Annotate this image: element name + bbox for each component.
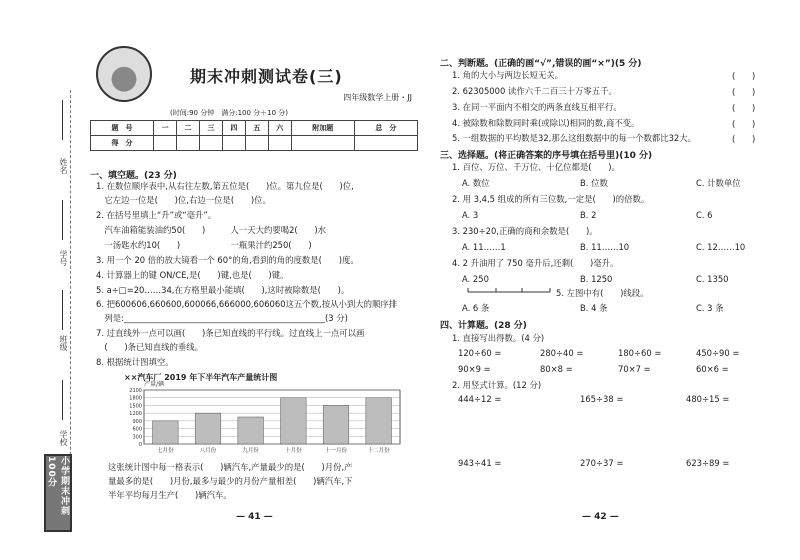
question-text: 1. 在数位顺序表中,从右往左数,第五位是( )位。第九位是( )位, — [96, 181, 354, 191]
series-logo-bottom: 小学期末冲刺100分 — [44, 454, 72, 532]
calc-item[interactable]: 70×7 = — [618, 364, 651, 374]
question-text: 7. 过直线外一点可以画( )条已知直线的平行线。过直线上一点可以画 — [96, 328, 365, 338]
time-score-note: (时间:90 分钟 满分:100 分＋10 分) — [170, 109, 289, 117]
table-cell: 一 — [154, 121, 177, 136]
left-page — [90, 0, 420, 560]
question-text: 它左边一位是( )位,右边一位是( )位。 — [96, 195, 271, 205]
section-4-title: 四、计算题。(28 分) — [440, 321, 527, 331]
school-label: 学校 — [59, 430, 68, 446]
question-text: 4. 计算器上的键 ON/CE,是( )键,也是( )键。 — [96, 270, 289, 280]
page-number-left: — 41 — — [236, 512, 273, 522]
class-label: 班级 — [59, 335, 68, 351]
question-text: 一汤匙水约10( ) 一瓶果汁约250( ) — [96, 240, 312, 250]
chart-plot-area — [144, 390, 400, 444]
chart-x-tick-label: 七月份 — [157, 448, 174, 454]
student-id-label: 学号 — [59, 250, 68, 266]
chart-x-tick-label: 十二月份 — [367, 448, 390, 454]
chart-y-label: 产量/辆 — [144, 381, 165, 388]
calc-item[interactable]: 450÷90 = — [696, 348, 740, 358]
chart-bar — [153, 421, 179, 444]
class-field[interactable] — [62, 290, 63, 330]
chart-grid — [144, 390, 400, 444]
vertical-calc-item[interactable]: 444÷12 = — [458, 394, 502, 404]
chart-bar — [323, 405, 349, 444]
choice-option[interactable]: B. 11……10 — [580, 242, 630, 252]
choice-question: 2. 用 3,4,5 组成的所有三位数,一定是( )的倍数。 — [452, 194, 650, 204]
judge-item: 5. 一组数据的平均数是32,那么这组数据中的每一个数都比32大。 — [452, 133, 697, 143]
choice-option[interactable]: B. 2 — [580, 210, 597, 220]
calc-item[interactable]: 60×6 = — [696, 364, 729, 374]
chart-y-tick-label: 0 — [138, 442, 142, 448]
question-text: 8. 根据统计图填空。 — [96, 357, 174, 367]
chart-bar — [238, 417, 264, 444]
binding-strip — [0, 0, 80, 560]
question-text: 这张统计图中每一格表示( )辆汽车,产量最少的是( )月份,产 — [108, 462, 353, 472]
vertical-calc-item[interactable]: 943÷41 = — [458, 458, 502, 468]
question-text: 5. a÷□=20……34,在方格里最小能填( ),这时被除数是( )。 — [96, 285, 350, 295]
choice-option[interactable]: C. 6 — [696, 210, 713, 220]
chart-x-tick-label: 十月份 — [285, 448, 302, 454]
table-cell: 二 — [177, 121, 200, 136]
calc-item[interactable]: 80×8 = — [540, 364, 573, 374]
calc-item[interactable]: 180÷60 = — [618, 348, 662, 358]
choice-option[interactable]: B. 位数 — [580, 178, 608, 188]
chart-y-tick-label: 600 — [132, 426, 142, 433]
table-cell: 题 号 — [91, 121, 154, 136]
vertical-calc-item[interactable]: 480÷15 = — [686, 394, 730, 404]
table-cell: 总 分 — [354, 121, 417, 136]
score-cell[interactable] — [154, 136, 177, 151]
choice-option[interactable]: B. 4 条 — [580, 303, 608, 313]
table-cell: 六 — [268, 121, 291, 136]
score-table-score-row — [91, 136, 418, 151]
school-field[interactable] — [62, 380, 63, 420]
name-field[interactable] — [62, 100, 63, 140]
page-title: 期末冲刺测试卷(三) — [190, 67, 343, 86]
score-cell[interactable] — [268, 136, 291, 151]
question-text: 列是:________________________________________________(3 分) — [96, 313, 348, 323]
calc-subtitle: 1. 直接写出得数。(4 分) — [452, 333, 545, 343]
question-text: ( )条已知直线的垂线。 — [96, 342, 204, 352]
chart-y-tick-label: 2100 — [129, 388, 142, 394]
production-bar-chart — [110, 382, 410, 460]
choice-question: 4. 2 升油用了 750 毫升后,还剩( )毫升。 — [452, 258, 619, 268]
chart-y-tick-label: 1800 — [129, 395, 142, 402]
chart-y-tick-label: 900 — [132, 418, 142, 425]
choice-option[interactable]: A. 250 — [462, 274, 489, 284]
choice-option[interactable]: A. 11……1 — [462, 242, 506, 252]
choice-question: 3. 230÷20,正确的商和余数是( )。 — [452, 226, 598, 236]
choice-option[interactable]: A. 3 — [462, 210, 479, 220]
chart-bar — [366, 398, 392, 444]
judge-item: 3. 在同一平面内不相交的两条直线互相平行。 — [452, 102, 622, 112]
table-cell: 四 — [222, 121, 245, 136]
score-cell[interactable] — [177, 136, 200, 151]
score-table — [90, 120, 418, 151]
chart-y-ticks — [129, 388, 142, 448]
page-subtitle: 四年级数学上册・JJ — [343, 93, 412, 102]
chart-x-tick-label: 八月份 — [199, 448, 217, 454]
calc-item[interactable]: 90×9 = — [458, 364, 491, 374]
page-number-right: — 42 — — [582, 512, 619, 522]
chart-y-tick-label: 1200 — [129, 411, 142, 418]
choice-option[interactable]: C. 计数单位 — [696, 178, 741, 188]
score-cell[interactable] — [291, 136, 354, 151]
chart-bar — [195, 413, 221, 444]
table-cell: 五 — [245, 121, 268, 136]
calc-item[interactable]: 120÷60 = — [458, 348, 502, 358]
score-cell[interactable] — [354, 136, 417, 151]
question-text: 汽车油箱能装油约50( ) 人一天大约要喝2( )水 — [96, 225, 327, 235]
segment-figure — [464, 284, 554, 296]
choice-question: 1. 百位、万位、千万位、十亿位都是( )。 — [452, 162, 620, 172]
choice-question: 5. 左图中有( )线段。 — [556, 288, 649, 298]
section-2-title: 二、判断题。(正确的画“√”,错误的画“×”)(5 分) — [440, 59, 642, 69]
choice-option[interactable]: C. 3 条 — [696, 303, 724, 313]
choice-option[interactable]: A. 6 条 — [462, 303, 490, 313]
section-3-title: 三、选择题。(将正确答案的序号填在括号里)(10 分) — [440, 151, 653, 161]
question-text: 6. 把600606,660600,600066,666000,606060这五个数,按从小到大的顺序排 — [96, 299, 398, 309]
choice-option[interactable]: B. 1250 — [580, 274, 613, 284]
chart-bar — [281, 398, 307, 444]
chart-x-tick-label: 九月份 — [242, 448, 259, 454]
right-page — [440, 0, 780, 560]
answer-paren[interactable]: ( ) — [732, 87, 756, 97]
chart-x-ticks — [157, 446, 390, 454]
vertical-calc-item[interactable]: 623÷89 = — [686, 458, 730, 468]
question-text: 半年平均每月生产( )辆汽车。 — [108, 490, 232, 500]
choice-option[interactable]: C. 12……10 — [696, 242, 746, 252]
student-id-field[interactable] — [62, 200, 63, 240]
table-cell: 附加题 — [291, 121, 354, 136]
section-1-title: 一、填空题。(23 分) — [90, 171, 177, 181]
name-label: 姓名 — [59, 158, 68, 174]
question-text: 2. 在括号里填上“升”或“毫升”。 — [96, 210, 217, 220]
choice-option[interactable]: A. 数位 — [462, 178, 490, 188]
question-text: 量最多的是( )月份,最多与最少的月份产量相差( )辆汽车,下 — [108, 476, 353, 486]
calc-item[interactable]: 280÷40 = — [540, 348, 584, 358]
chart-y-tick-label: 300 — [132, 434, 142, 441]
choice-option[interactable]: C. 1350 — [696, 274, 729, 284]
score-cell[interactable] — [199, 136, 222, 151]
vertical-calc-item[interactable]: 270÷37 = — [580, 458, 624, 468]
vertical-calc-item[interactable]: 165÷38 = — [580, 394, 624, 404]
judge-item: 1. 角的大小与两边长短无关。 — [452, 70, 564, 80]
answer-paren[interactable]: ( ) — [732, 119, 756, 129]
answer-paren[interactable]: ( ) — [732, 71, 756, 81]
judge-item: 2. 62305000 读作六千二百三十万零五千。 — [452, 86, 617, 96]
score-cell[interactable] — [222, 136, 245, 151]
score-cell[interactable] — [245, 136, 268, 151]
chart-y-tick-label: 1500 — [129, 403, 142, 410]
answer-paren[interactable]: ( ) — [732, 134, 756, 144]
table-cell: 得 分 — [91, 136, 154, 151]
judge-item: 4. 被除数和除数同时乘(或除以)相同的数,商不变。 — [452, 118, 640, 128]
table-cell: 三 — [199, 121, 222, 136]
question-text: 3. 用一个 20 倍的放大镜看一个 60°的角,看到的角的度数是( )度。 — [96, 255, 359, 265]
score-table-header-row — [91, 121, 418, 136]
answer-paren[interactable]: ( ) — [732, 103, 756, 113]
calc-subtitle: 2. 用竖式计算。(12 分) — [452, 380, 542, 390]
chart-x-tick-label: 十一月份 — [324, 448, 348, 454]
chart-title: ××汽车厂 2019 年下半年汽车产量统计图 — [124, 373, 278, 382]
